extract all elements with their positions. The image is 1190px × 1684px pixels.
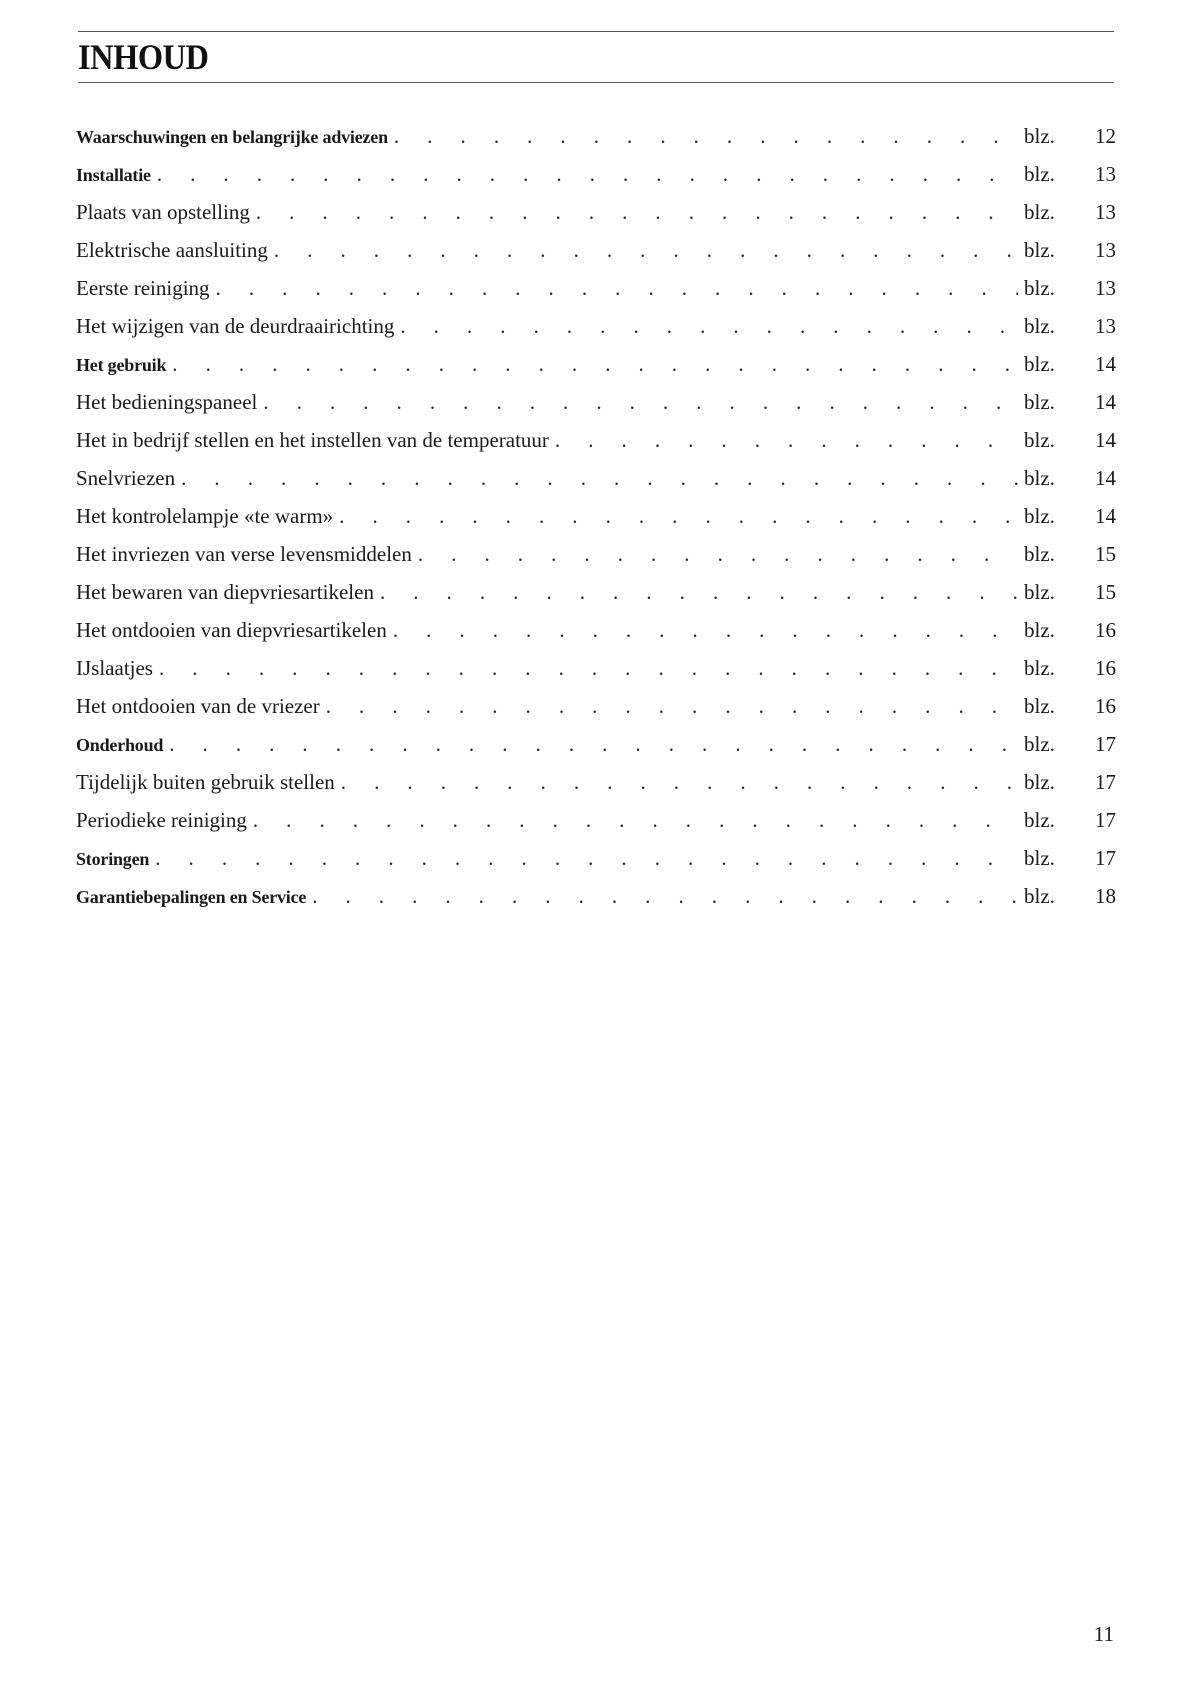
toc-entry[interactable] bbox=[76, 155, 1116, 193]
toc-entry-page-number: 16 bbox=[1095, 618, 1116, 642]
toc-entry-title: IJslaatjes bbox=[76, 656, 153, 680]
toc-entry-page-number: 17 bbox=[1095, 732, 1116, 756]
toc-entry-title: Het gebruik bbox=[76, 355, 167, 375]
toc-entry[interactable] bbox=[76, 725, 1116, 763]
toc-entry-page-number: 17 bbox=[1095, 846, 1116, 870]
toc-entry[interactable] bbox=[76, 459, 1116, 497]
table-of-contents bbox=[76, 117, 1116, 915]
toc-entry-title: Waarschuwingen en belangrijke adviezen bbox=[76, 127, 388, 147]
dot-leader bbox=[263, 383, 1018, 421]
dot-leader bbox=[157, 155, 1018, 193]
toc-entry-blz-label: blz. bbox=[1024, 238, 1055, 262]
toc-entry[interactable] bbox=[76, 573, 1116, 611]
toc-entry[interactable] bbox=[76, 421, 1116, 459]
toc-entry-title: Garantiebepalingen en Service bbox=[76, 887, 307, 907]
toc-entry-blz-label: blz. bbox=[1024, 124, 1055, 148]
dot-leader bbox=[326, 687, 1018, 725]
dot-leader bbox=[339, 497, 1018, 535]
toc-entry[interactable] bbox=[76, 649, 1116, 687]
toc-entry-page-number: 17 bbox=[1095, 808, 1116, 832]
toc-entry-blz-label: blz. bbox=[1024, 390, 1055, 414]
toc-entry-title: Tijdelijk buiten gebruik stellen bbox=[76, 770, 335, 794]
toc-entry-blz-label: blz. bbox=[1024, 846, 1055, 870]
dot-leader bbox=[155, 839, 1018, 877]
toc-entry-blz-label: blz. bbox=[1024, 504, 1055, 528]
toc-entry-blz-label: blz. bbox=[1024, 808, 1055, 832]
toc-entry-page-number: 13 bbox=[1095, 200, 1116, 224]
dot-leader bbox=[253, 801, 1018, 839]
dot-leader bbox=[274, 231, 1018, 269]
toc-entry-page-number: 16 bbox=[1095, 656, 1116, 680]
toc-entry-title: Elektrische aansluiting bbox=[76, 238, 268, 262]
toc-entry-blz-label: blz. bbox=[1024, 542, 1055, 566]
header-rule-top bbox=[78, 31, 1114, 32]
toc-entry-title: Installatie bbox=[76, 165, 151, 185]
toc-entry-page-number: 17 bbox=[1095, 770, 1116, 794]
toc-entry-blz-label: blz. bbox=[1024, 466, 1055, 490]
toc-entry-page-number: 14 bbox=[1095, 504, 1116, 528]
toc-entry[interactable] bbox=[76, 345, 1116, 383]
toc-entry-title: Het bedieningspaneel bbox=[76, 390, 258, 414]
toc-entry-blz-label: blz. bbox=[1024, 200, 1055, 224]
toc-entry-title: Het kontrolelampje «te warm» bbox=[76, 504, 334, 528]
dot-leader bbox=[172, 345, 1018, 383]
dot-leader bbox=[400, 307, 1018, 345]
dot-leader bbox=[380, 573, 1018, 611]
toc-entry-blz-label: blz. bbox=[1024, 276, 1055, 300]
toc-entry-title: Het ontdooien van de vriezer bbox=[76, 694, 320, 718]
toc-entry-page-number: 14 bbox=[1095, 466, 1116, 490]
toc-entry-blz-label: blz. bbox=[1024, 770, 1055, 794]
toc-entry-title: Storingen bbox=[76, 849, 150, 869]
toc-entry-page-number: 14 bbox=[1095, 428, 1116, 452]
toc-entry-title: Het ontdooien van diepvriesartikelen bbox=[76, 618, 387, 642]
toc-entry-title: Eerste reiniging bbox=[76, 276, 210, 300]
toc-entry[interactable] bbox=[76, 231, 1116, 269]
toc-entry-blz-label: blz. bbox=[1024, 656, 1055, 680]
toc-entry-page-number: 13 bbox=[1095, 162, 1116, 186]
toc-entry-page-number: 16 bbox=[1095, 694, 1116, 718]
page-title: INHOUD bbox=[78, 37, 209, 77]
toc-entry-title: Het bewaren van diepvriesartikelen bbox=[76, 580, 374, 604]
toc-entry-title: Het invriezen van verse levensmiddelen bbox=[76, 542, 412, 566]
toc-entry-title: Periodieke reiniging bbox=[76, 808, 247, 832]
toc-entry[interactable] bbox=[76, 763, 1116, 801]
toc-entry[interactable] bbox=[76, 687, 1116, 725]
toc-entry[interactable] bbox=[76, 193, 1116, 231]
toc-entry-title: Plaats van opstelling bbox=[76, 200, 250, 224]
toc-entry[interactable] bbox=[76, 117, 1116, 155]
toc-entry[interactable] bbox=[76, 497, 1116, 535]
toc-entry-title: Het wijzigen van de deurdraairichting bbox=[76, 314, 395, 338]
toc-entry-page-number: 13 bbox=[1095, 238, 1116, 262]
toc-entry[interactable] bbox=[76, 611, 1116, 649]
toc-entry[interactable] bbox=[76, 877, 1116, 915]
toc-entry-blz-label: blz. bbox=[1024, 314, 1055, 338]
dot-leader bbox=[159, 649, 1018, 687]
toc-entry[interactable] bbox=[76, 307, 1116, 345]
toc-entry-page-number: 14 bbox=[1095, 352, 1116, 376]
toc-entry-blz-label: blz. bbox=[1024, 428, 1055, 452]
dot-leader bbox=[181, 459, 1018, 497]
toc-entry-blz-label: blz. bbox=[1024, 352, 1055, 376]
toc-entry-title: Snelvriezen bbox=[76, 466, 176, 490]
toc-entry-blz-label: blz. bbox=[1024, 618, 1055, 642]
dot-leader bbox=[394, 117, 1018, 155]
toc-entry[interactable] bbox=[76, 839, 1116, 877]
toc-entry[interactable] bbox=[76, 801, 1116, 839]
dot-leader bbox=[418, 535, 1018, 573]
toc-entry[interactable] bbox=[76, 269, 1116, 307]
dot-leader bbox=[169, 725, 1018, 763]
header-rule-bottom bbox=[78, 82, 1114, 83]
toc-entry-title: Het in bedrijf stellen en het instellen van de temperatuur bbox=[76, 428, 549, 452]
toc-entry-page-number: 13 bbox=[1095, 276, 1116, 300]
page-number: 11 bbox=[1093, 1622, 1114, 1646]
dot-leader bbox=[393, 611, 1018, 649]
dot-leader bbox=[216, 269, 1018, 307]
toc-entry-blz-label: blz. bbox=[1024, 580, 1055, 604]
dot-leader bbox=[555, 421, 1018, 459]
toc-entry-title: Onderhoud bbox=[76, 735, 164, 755]
toc-entry-blz-label: blz. bbox=[1024, 162, 1055, 186]
toc-entry[interactable] bbox=[76, 535, 1116, 573]
dot-leader bbox=[312, 877, 1018, 915]
toc-entry[interactable] bbox=[76, 383, 1116, 421]
toc-entry-page-number: 12 bbox=[1095, 124, 1116, 148]
toc-entry-blz-label: blz. bbox=[1024, 694, 1055, 718]
dot-leader bbox=[341, 763, 1018, 801]
toc-entry-page-number: 15 bbox=[1095, 542, 1116, 566]
toc-entry-page-number: 15 bbox=[1095, 580, 1116, 604]
toc-entry-page-number: 18 bbox=[1095, 884, 1116, 908]
toc-entry-blz-label: blz. bbox=[1024, 732, 1055, 756]
dot-leader bbox=[256, 193, 1018, 231]
toc-entry-page-number: 13 bbox=[1095, 314, 1116, 338]
toc-entry-page-number: 14 bbox=[1095, 390, 1116, 414]
toc-entry-blz-label: blz. bbox=[1024, 884, 1055, 908]
